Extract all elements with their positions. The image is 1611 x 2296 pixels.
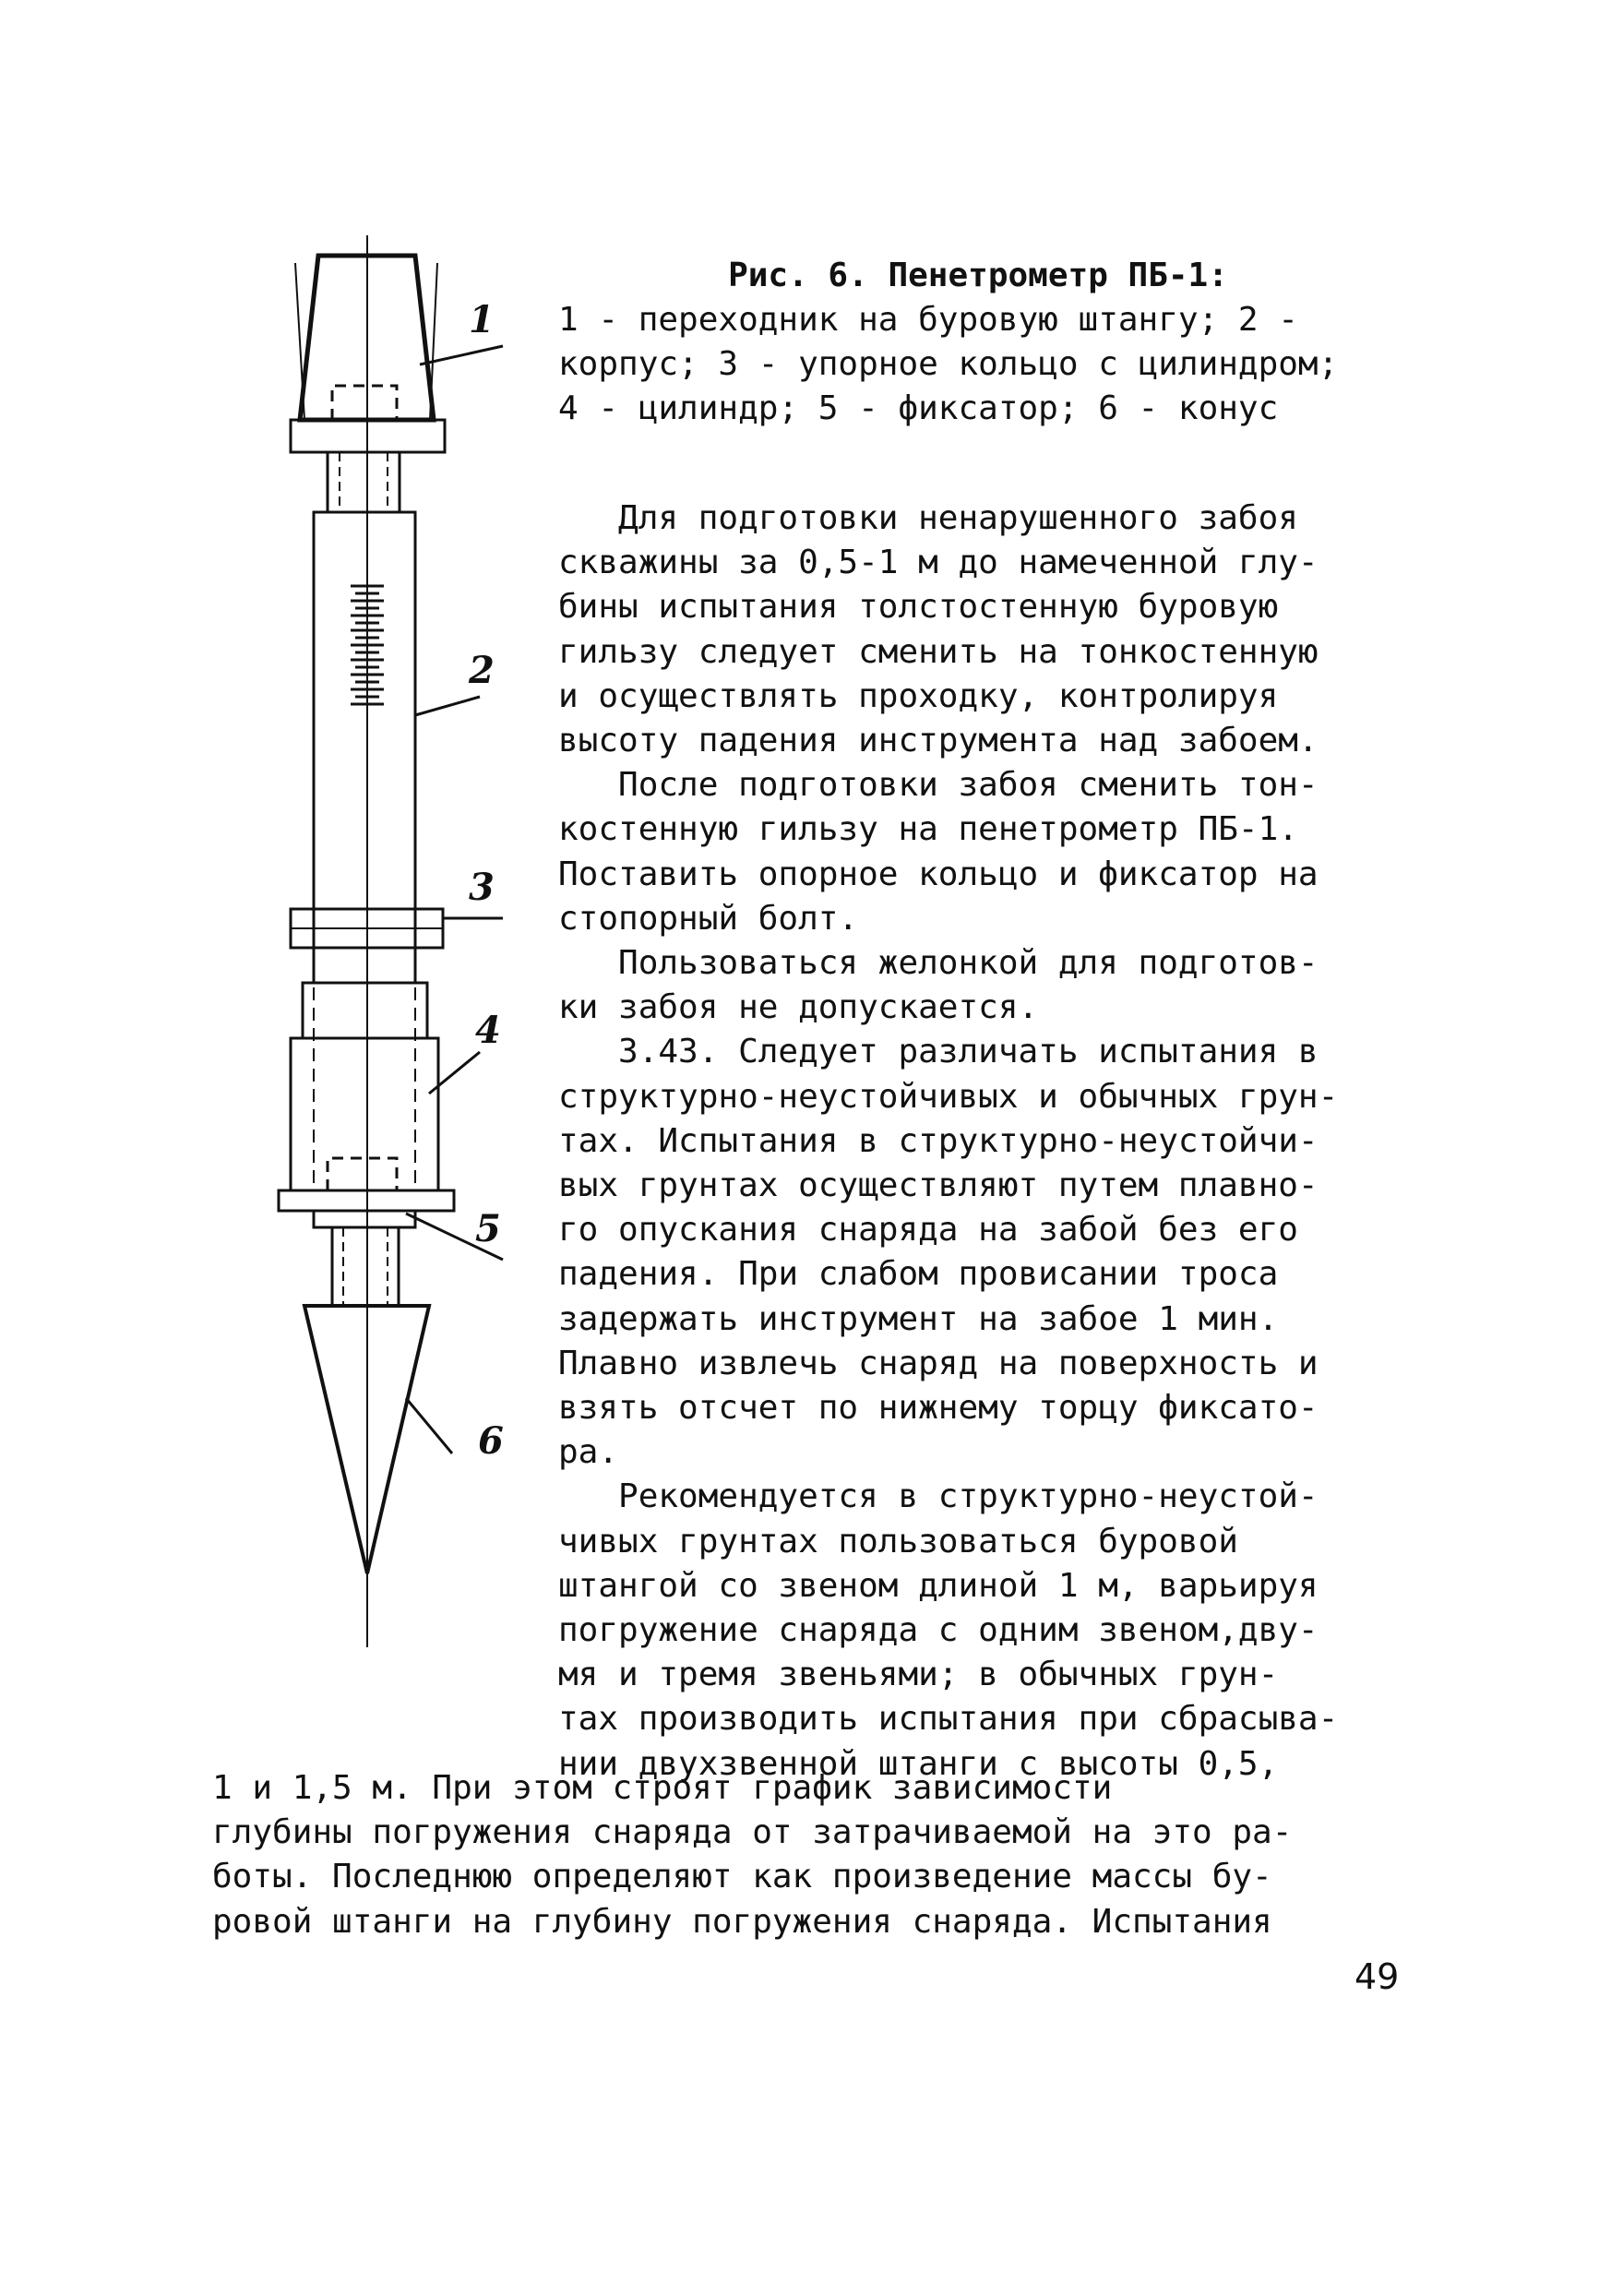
- text-line: Рекомендуется в структурно-неустой-: [558, 1477, 1319, 1516]
- text-line: стопорный болт.: [558, 899, 859, 938]
- caption-line: 4 - цилиндр; 5 - фиксатор; 6 - конус: [558, 389, 1279, 427]
- text-line: мя и тремя звеньями; в обычных грун-: [558, 1656, 1279, 1694]
- cylinder-part: [291, 983, 438, 1190]
- text-line: скважины за 0,5-1 м до намеченной глу-: [558, 544, 1319, 582]
- callout-2: 2: [469, 649, 495, 692]
- text-line: взять отсчет по нижнему торцу фиксато-: [558, 1389, 1319, 1428]
- text-line: структурно-неустойчивых и обычных грун-: [558, 1077, 1339, 1116]
- text-line: го опускания снаряда на забой без его: [558, 1211, 1298, 1250]
- text-line: падения. При слабом провисании троса: [558, 1255, 1279, 1294]
- callout-5: 5: [475, 1207, 501, 1250]
- callout-6: 6: [478, 1419, 504, 1463]
- figure-caption: [558, 254, 1426, 431]
- penetrometer-figure: [268, 235, 535, 1656]
- text-line: штангой со звеном длиной 1 м, варьируя: [558, 1566, 1319, 1605]
- body-text-narrow: [558, 496, 1444, 1787]
- text-line: Плавно извлечь снаряд на поверхность и: [558, 1344, 1319, 1382]
- text-line: 3.43. Следует различать испытания в: [558, 1033, 1319, 1071]
- text-line: 1 и 1,5 м. При этом строят график зависимости: [212, 1769, 1113, 1807]
- callout-4: 4: [475, 1009, 501, 1052]
- text-line: Для подготовки ненарушенного забоя: [558, 499, 1298, 537]
- text-line: и осуществлять проходку, контролируя: [558, 676, 1279, 715]
- text-line: Поставить опорное кольцо и фиксатор на: [558, 855, 1319, 893]
- text-line: тах производить испытания при сбрасыва-: [558, 1700, 1339, 1739]
- text-line: гильзу следует сменить на тонкостенную: [558, 632, 1319, 671]
- text-line: вых грунтах осуществляют путем плавно-: [558, 1166, 1319, 1205]
- caption-line: корпус; 3 - упорное кольцо с цилиндром;: [558, 345, 1339, 383]
- text-line: задержать инструмент на забое 1 мин.: [558, 1299, 1279, 1338]
- text-line: погружение снаряда с одним звеном,дву-: [558, 1611, 1319, 1650]
- text-line: боты. Последнюю определяют как произведение массы бу-: [212, 1858, 1272, 1896]
- page-number: 49: [1354, 1956, 1400, 1997]
- body-text-wide: [212, 1766, 1449, 1944]
- text-line: бины испытания толстостенную буровую: [558, 588, 1279, 627]
- text-line: нии двухзвенной штанги с высоты 0,5,: [558, 1744, 1279, 1783]
- body-part: [314, 512, 415, 983]
- text-line: Пользоваться желонкой для подготов-: [558, 944, 1319, 983]
- caption-line: 1 - переходник на буровую штангу; 2 -: [558, 301, 1298, 339]
- text-line: костенную гильзу на пенетрометр ПБ-1.: [558, 810, 1298, 849]
- callout-1: 1: [469, 298, 495, 341]
- callout-3: 3: [469, 866, 495, 909]
- text-line: высоту падения инструмента над забоем.: [558, 722, 1319, 760]
- text-line: глубины погружения снаряда от затрачиваемой на это ра-: [212, 1813, 1293, 1852]
- text-line: ровой штанги на глубину погружения снаряда. Испытания: [212, 1902, 1272, 1941]
- text-line: ки забоя не допускается.: [558, 988, 1039, 1027]
- text-line: тах. Испытания в структурно-неустойчи-: [558, 1121, 1319, 1160]
- text-line: После подготовки забоя сменить тон-: [558, 766, 1319, 805]
- caption-title: Рис. 6. Пенетрометр ПБ-1:: [728, 257, 1228, 294]
- text-line: ра.: [558, 1433, 619, 1472]
- text-line: чивых грунтах пользоваться буровой: [558, 1522, 1238, 1561]
